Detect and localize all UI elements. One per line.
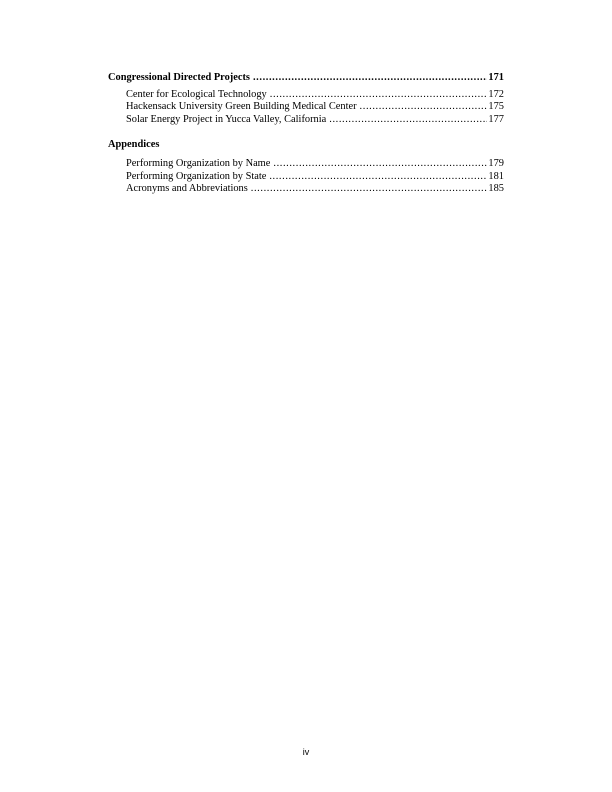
dot-leader	[273, 158, 487, 170]
dot-leader	[329, 114, 487, 126]
entry-page-number: 172	[488, 89, 504, 100]
entry-page-number: 179	[488, 158, 504, 170]
toc-entry	[108, 114, 504, 126]
dot-leader	[251, 183, 488, 195]
dot-leader	[253, 70, 487, 85]
toc-entry	[108, 171, 504, 183]
page-number: iv	[302, 747, 310, 757]
entry-page-number: 175	[488, 101, 504, 113]
entry-page-number: 177	[488, 113, 504, 125]
toc-entry	[108, 89, 504, 101]
entry-title: Hackensack University Green Building Medical Center	[126, 101, 357, 113]
section-page-number: 171	[488, 72, 504, 83]
toc-section-heading	[108, 70, 504, 85]
toc-section-heading	[108, 137, 504, 152]
dot-leader	[269, 171, 487, 183]
entry-title: Performing Organization by State	[126, 170, 267, 182]
entry-page-number: 185	[488, 182, 504, 194]
dot-leader	[360, 101, 488, 113]
toc-entry	[108, 101, 504, 113]
entry-title: Performing Organization by Name	[126, 158, 271, 170]
entry-title: Solar Energy Project in Yucca Valley, California	[126, 113, 327, 125]
entry-title: Center for Ecological Technology	[126, 89, 267, 100]
entry-title: Acronyms and Abbreviations	[126, 182, 248, 194]
section-title: Appendices	[108, 139, 160, 151]
entry-page-number: 181	[488, 170, 504, 182]
section-title: Congressional Directed Projects	[108, 72, 250, 83]
toc-entry	[108, 183, 504, 195]
table-of-contents	[108, 70, 504, 195]
dot-leader	[270, 89, 488, 101]
toc-entry	[108, 158, 504, 170]
